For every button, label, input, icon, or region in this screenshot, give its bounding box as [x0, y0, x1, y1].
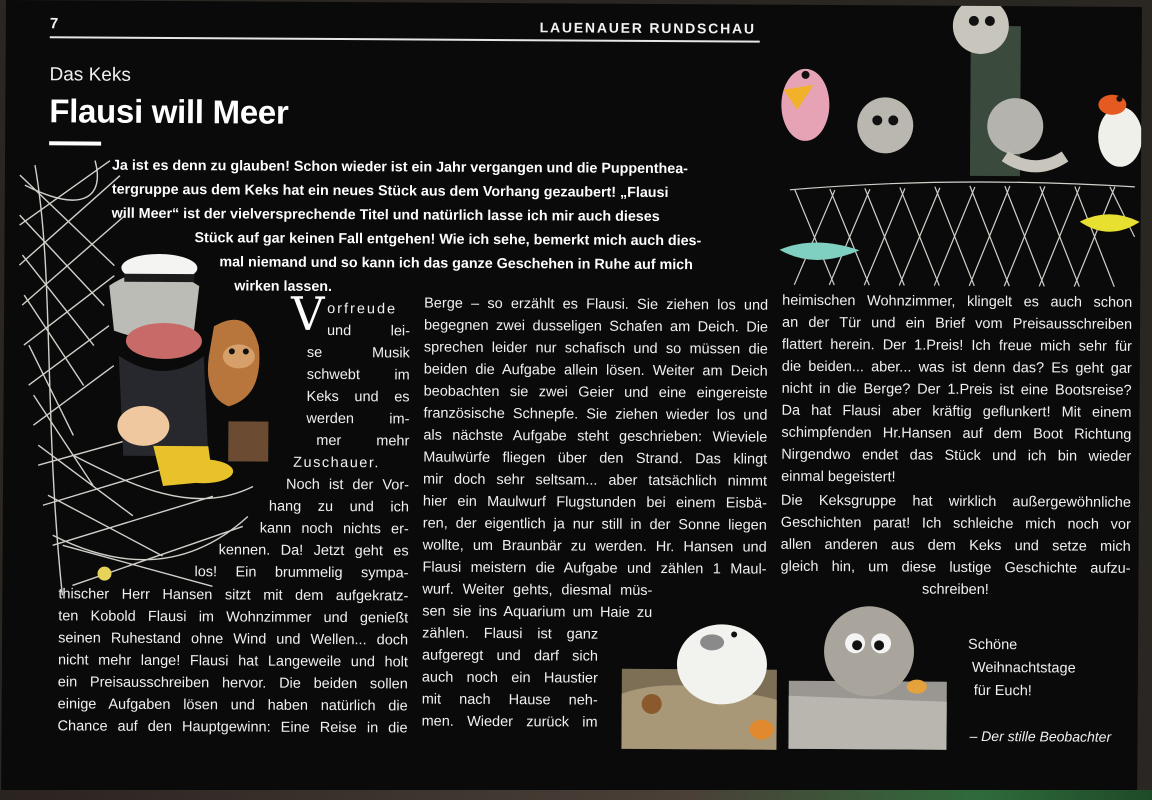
photo-polar-bear-and-mole: [621, 604, 782, 755]
photo-fuzzy-puppet: [788, 601, 949, 752]
intro-line: Ja ist es denn zu glauben! Schon wieder ist ein Jahr vergangen und die Puppenthea-: [111, 157, 688, 178]
column3-line: die beiden... aber... was ist denn das? Es geht gar: [781, 358, 1132, 377]
closing-line: Schöne: [968, 636, 1018, 654]
column1-line: hang zu und ich: [268, 498, 409, 516]
intro-line: mal niemand und so kann ich das ganze Geschehen in Ruhe auf mich: [219, 254, 693, 274]
column1-line: nicht mehr lange! Flausi hat Langeweile und holt: [57, 652, 409, 671]
column2-line: aufgeregt und darf sich: [421, 647, 599, 665]
column2-line: sen sie ins Aquarium um Haie zu: [422, 603, 653, 621]
column1-line: ten Kobold Flausi im Wohnzimmer und genießt: [58, 608, 409, 627]
closing-line: für Euch!: [973, 682, 1032, 700]
column2-line: beobachten sie zwei Geier und eine eingereiste: [423, 383, 768, 402]
column2-line: Berge – so erzählt es Flausi. Sie ziehen los und: [424, 295, 769, 314]
column1-line: thischer Herr Hansen sitzt mit dem aufgekratz-: [58, 586, 409, 605]
column2-line: sprechen leider nur schafisch und so müssen die: [423, 339, 768, 358]
column2-line: französische Schnepfe. Sie ziehen wieder los und: [423, 405, 768, 424]
column1-line: kennen. Da! Jetzt geht es: [218, 542, 409, 560]
column2-line: beiden die Aufgabe allein lösen. Weiter am Deich: [423, 361, 768, 380]
article-headline: Flausi will Meer: [49, 92, 289, 131]
column3-line: Nirgendwo endet das Stück und ich bin wieder: [781, 446, 1132, 465]
author-signature: – Der stille Beobachter: [969, 727, 1112, 745]
column2-line: begegnen zwei dusseligen Schafen am Deich. Die: [423, 317, 769, 336]
column3-line: schimpfenden Hr.Hansen auf dem Boot Richtung: [781, 424, 1132, 443]
column2-line: wurf. Weiter gehts, diesmal müs-: [422, 581, 653, 599]
intro-line: wirken lassen.: [234, 278, 333, 295]
kobold-flausi-puppet: [207, 320, 269, 462]
column3-line: einmal begeistert!: [781, 468, 896, 486]
column2-line: Maulwürfe fliegen über den Strand. Das klingt: [423, 449, 768, 468]
column2-line: mir doch sehr seltsam... aber tatsächlich nimmt: [423, 471, 768, 490]
page-number: 7: [49, 15, 59, 33]
column1-line: werden im-: [306, 410, 410, 428]
column3-line: heimischen Wohnzimmer, klingelt es auch schon: [782, 292, 1133, 311]
closing-line: Weihnachtstage: [971, 659, 1076, 677]
column1-line: Chance auf den Hauptgewinn: Eine Reise in die: [57, 718, 408, 737]
mole-puppet: [642, 694, 662, 714]
column2-line: ren, der eigentlich ja nur still in der Sonne liegen: [422, 515, 767, 534]
column2-line: zählen. Flausi ist ganz: [422, 625, 599, 643]
column1-line: Noch ist der Vor-: [285, 476, 410, 494]
column1-line: kann noch nichts er-: [259, 520, 409, 538]
table-edge: [0, 790, 1152, 800]
column1-line: und lei-: [326, 322, 411, 340]
puppeteer-with-puppets: [952, 0, 1066, 176]
column2-line: auch noch ein Haustier: [421, 669, 598, 687]
column1-line: schwebt im: [306, 366, 410, 384]
publication-title: LAUENAUER RUNDSCHAU: [539, 19, 756, 37]
fishing-net-top: [789, 181, 1135, 287]
column3-line: an der Tür und ein Brief vom Preisausschreiben: [781, 314, 1133, 333]
column3-line: gleich hin, um diese lustige Geschichte aufzu-: [780, 558, 1131, 577]
grey-fuzzy-puppet: [857, 97, 913, 153]
column3-line: Geschichten parat! Ich schleiche mich noch vor: [780, 514, 1131, 533]
column3-line: Da hat Flausi aber kräftig geflunkert! Mit einem: [781, 402, 1132, 421]
column1-line: ein Preisausschreiben hervor. Die beiden sollen: [57, 674, 408, 693]
intro-line: will Meer“ ist der vielversprechende Titel und natürlich lasse ich mir auch dieses: [111, 205, 660, 225]
intro-line: tergruppe aus dem Keks hat ein neues Stück aus dem Vorhang gezaubert! „Flausi: [111, 181, 669, 202]
column3-line: schreiben!: [921, 581, 989, 599]
column3-line: allen anderen aus dem Keks und setze mich: [780, 536, 1131, 555]
drop-cap: V: [290, 286, 325, 341]
column1-line: los! Ein brummelig sympa-: [194, 564, 409, 582]
polar-bear-puppet: [677, 624, 767, 705]
net-float: [97, 567, 111, 581]
fish-prop-teal: [779, 242, 859, 260]
intro-line: Stück auf gar keinen Fall entgehen! Wie ich sehe, bemerkt mich auch dies-: [194, 230, 702, 250]
column1-line: Zuschauer.: [293, 454, 380, 472]
header-rule: [50, 36, 760, 42]
column2-line: hier ein Maulwurf Flugstunden bei einem Eisbä-: [422, 493, 767, 512]
column2-line: men. Wieder zurück im: [421, 713, 598, 731]
column3-line: nicht in die Berge? Der 1.Preis ist eine Bootsreise?: [781, 380, 1132, 399]
column1-line: Keks und es: [306, 388, 410, 406]
column1-line: se Musik: [306, 344, 410, 362]
column2-line: mit nach Hause neh-: [421, 691, 598, 709]
magazine-page: [1, 0, 1142, 797]
grey-fuzzy-flausi: [824, 606, 915, 697]
pink-bird-puppet: [781, 69, 829, 141]
column1-line: einige Aufgaben lösen und haben natürlich die: [57, 696, 408, 715]
column1-line: mer mehr: [316, 432, 410, 450]
duck-puppet: [1098, 95, 1142, 167]
article-kicker: Das Keks: [49, 64, 131, 86]
photo-puppet-ensemble: [774, 5, 1142, 297]
column1-line: seinen Ruhestand ohne Wind und Wellen... doch: [58, 630, 409, 649]
column3-line: Die Keksgruppe hat wirklich außergewöhnliche: [780, 492, 1131, 511]
column2-line: wollte, um Braunbär zu werden. Hr. Hansen und: [422, 537, 767, 556]
headline-underline: [49, 141, 101, 145]
column2-line: als nächste Aufgabe steht geschrieben: Wieviele: [423, 427, 768, 446]
column3-line: flattert herein. Der 1.Preis! Ich freue mich sehr für: [781, 336, 1132, 355]
column2-line: Flausi meistern die Aufgabe und zählen 1 Maul-: [422, 559, 767, 578]
column1-line: orfreude: [327, 300, 398, 318]
